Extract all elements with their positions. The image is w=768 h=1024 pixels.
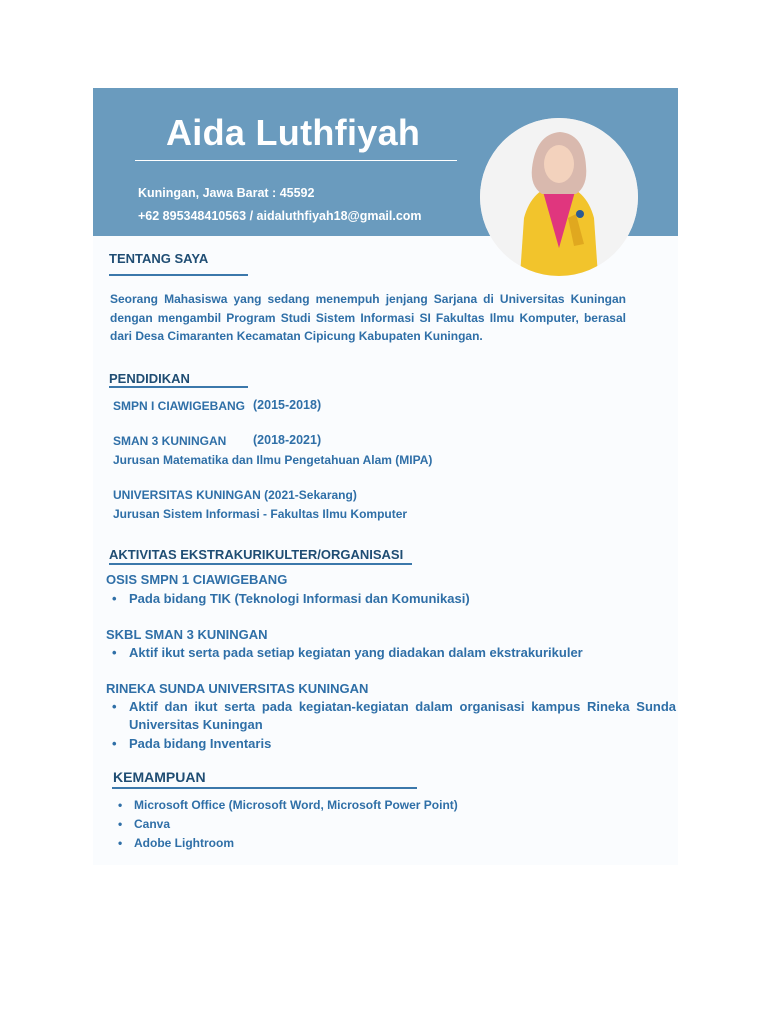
bullet-icon: • bbox=[112, 699, 117, 714]
org-list bbox=[112, 698, 676, 754]
org-name: SKBL SMAN 3 KUNINGAN bbox=[106, 627, 268, 642]
bullet-icon: • bbox=[112, 591, 117, 606]
org-list bbox=[112, 590, 672, 609]
education-underline bbox=[109, 386, 248, 388]
education-school: UNIVERSITAS KUNINGAN (2021-Sekarang) bbox=[113, 488, 357, 502]
org-item: • Pada bidang TIK (Teknologi Informasi dan Komunikasi) bbox=[112, 591, 470, 606]
org-name: OSIS SMPN 1 CIAWIGEBANG bbox=[106, 572, 288, 587]
cv-address: Kuningan, Jawa Barat : 45592 bbox=[138, 186, 315, 200]
education-school: SMAN 3 KUNINGAN bbox=[113, 434, 227, 448]
cv-contact: +62 895348410563 / aidaluthfiyah18@gmail.com bbox=[138, 209, 422, 223]
skill-item: • Canva bbox=[118, 815, 458, 834]
bullet-icon: • bbox=[112, 645, 117, 660]
org-item: • Pada bidang Inventaris bbox=[112, 736, 272, 751]
education-detail: Jurusan Matematika dan Ilmu Pengetahuan Alam (MIPA) bbox=[113, 453, 433, 467]
name-divider bbox=[135, 160, 457, 161]
bullet-icon: • bbox=[118, 836, 123, 850]
skills-title: KEMAMPUAN bbox=[113, 769, 206, 785]
activities-title: AKTIVITAS EKSTRAKURIKULTER/ORGANISASI bbox=[109, 547, 404, 562]
activities-underline bbox=[109, 563, 412, 565]
bullet-icon: • bbox=[118, 817, 123, 831]
cv-name: Aida Luthfiyah bbox=[166, 112, 421, 153]
about-text: Seorang Mahasiswa yang sedang menempuh jenjang Sarjana di Universitas Kuningan dengan mengambil Program Studi Sistem Informasi SI Fakultas Ilmu Komputer, berasal dari Desa Cimaranten Kecamatan Cipicung Kabupaten Kuningan. bbox=[110, 292, 626, 343]
org-name: RINEKA SUNDA UNIVERSITAS KUNINGAN bbox=[106, 681, 369, 696]
skill-item: • Microsoft Office (Microsoft Word, Microsoft Power Point) bbox=[118, 796, 458, 815]
org-list bbox=[112, 644, 672, 663]
education-years: (2015-2018) bbox=[253, 398, 322, 412]
skills-list bbox=[118, 796, 458, 853]
org-item: • Aktif dan ikut serta pada kegiatan-kegiatan dalam organisasi kampus Rineka Sunda Universitas Kuningan bbox=[112, 699, 676, 732]
education-years: (2018-2021) bbox=[253, 433, 322, 447]
education-detail: Jurusan Sistem Informasi - Fakultas Ilmu Komputer bbox=[113, 507, 408, 521]
education-school: SMPN I CIAWIGEBANG bbox=[113, 399, 246, 413]
bullet-icon: • bbox=[112, 736, 117, 751]
skills-underline bbox=[112, 787, 417, 789]
profile-photo bbox=[480, 118, 638, 276]
bullet-icon: • bbox=[118, 798, 123, 812]
about-title: TENTANG SAYA bbox=[109, 251, 209, 266]
about-underline bbox=[109, 274, 248, 276]
education-title: PENDIDIKAN bbox=[109, 371, 190, 386]
skill-item: • Adobe Lightroom bbox=[118, 834, 458, 853]
org-item: • Aktif ikut serta pada setiap kegiatan yang diadakan dalam ekstrakurikuler bbox=[112, 645, 583, 660]
